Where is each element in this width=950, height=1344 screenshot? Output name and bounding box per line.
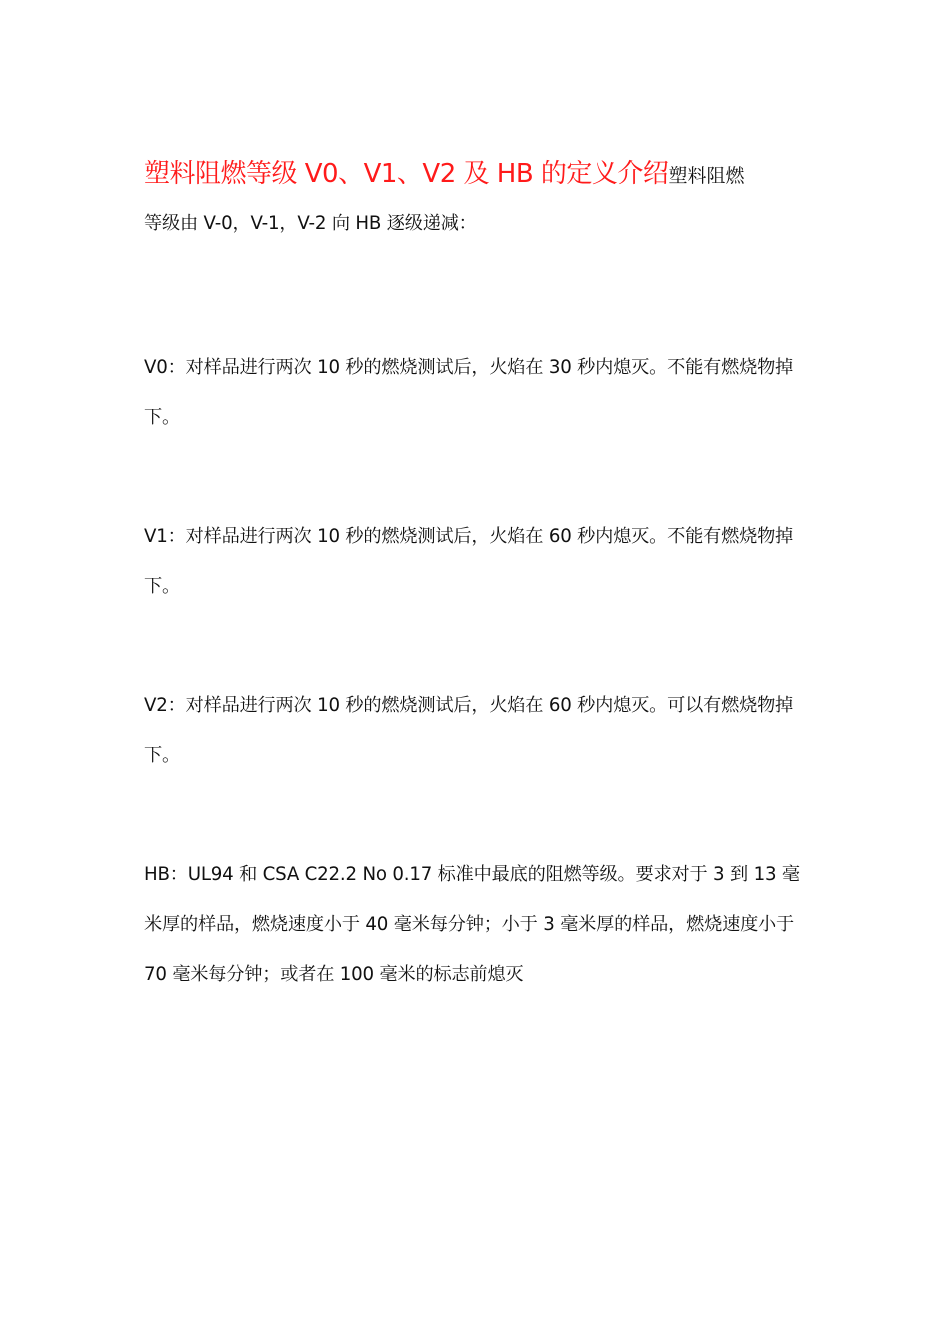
title-trailing-text: 塑料阻燃 [668,165,745,187]
paragraph-v0: V0：对样品进行两次 10 秒的燃烧测试后，火焰在 30 秒内熄灭。不能有燃烧物掉下。 [144,357,794,428]
paragraph-v1: V1：对样品进行两次 10 秒的燃烧测试后，火焰在 60 秒内熄灭。不能有燃烧物掉下。 [144,526,794,597]
title-line [144,152,810,199]
intro-paragraph: 等级由 V-0，V-1，V-2 向 HB 逐级递减： [144,213,477,234]
paragraph-v2: V2：对样品进行两次 10 秒的燃烧测试后，火焰在 60 秒内熄灭。可以有燃烧物掉下。 [144,695,794,766]
document-title: 塑料阻燃等级 V0、V1、V2 及 HB 的定义介绍 [144,159,669,189]
paragraph-hb: HB：UL94 和 CSA C22.2 No 0.17 标准中最底的阻燃等级。要求对于 3 到 13 毫米厚的样品，燃烧速度小于 40 毫米每分钟；小于 3 毫米厚的样品，燃烧速度小于 70 毫米每分钟；或者在 100 毫米的标志前熄灭 [144,864,800,985]
document-body [144,152,810,1000]
